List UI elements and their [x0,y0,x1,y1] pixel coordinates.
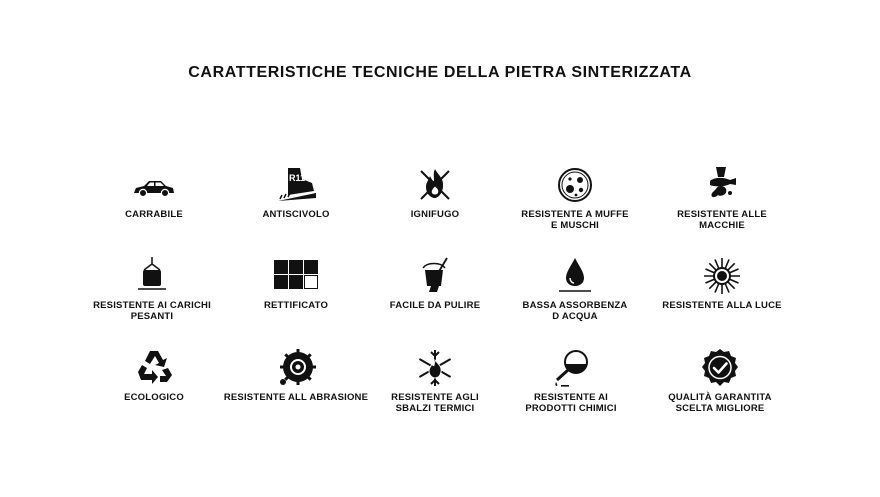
feature-label: BASSA ASSORBENZA D ACQUA [522,300,628,322]
feature-label: RESISTENTE ALLE MACCHIE [677,209,767,231]
feature-ecologico [79,348,229,403]
feature-label: RESISTENTE ALL ABRASIONE [223,392,369,403]
feature-label: RESISTENTE AI PRODOTTI CHIMICI [525,392,617,414]
feature-label: ANTISCIVOLO [262,209,330,220]
easy-clean-icon [413,256,457,296]
feature-label: RESISTENTE ALLA LUCE [662,300,782,311]
feature-pulire [360,256,510,311]
feature-label: RESISTENTE A MUFFE E MUSCHI [521,209,629,231]
feature-label: RETTIFICATO [263,300,329,311]
feature-assorbenza [500,256,650,322]
quality-badge-icon [698,348,742,388]
feature-label: ECOLOGICO [124,392,184,403]
feature-macchie [647,165,797,231]
feature-muffe [500,165,650,231]
page-title: CARATTERISTICHE TECNICHE DELLA PIETRA SINTERIZZATA [188,64,692,81]
feature-rettificato [221,256,371,311]
thermal-shock-icon [413,348,457,388]
feature-ignifugo [360,165,510,220]
rectified-tiles-icon [274,256,318,296]
feature-termici [360,348,510,414]
feature-label: IGNIFUGO [410,209,460,220]
fireproof-icon [413,165,457,205]
chemical-flask-icon [549,348,593,388]
feature-label: CARRABILE [125,209,183,220]
abrasion-disc-icon [274,348,318,388]
feature-label: RESISTENTE AI CARICHI PESANTI [93,300,211,322]
feature-abrasione [216,348,376,403]
feature-antiscivolo [221,165,371,220]
anti-slip-icon [274,165,318,205]
feature-carrabile [79,165,229,220]
anti-slip-badge: R11 [289,173,306,183]
heavy-load-icon [130,256,174,296]
water-drop-icon [553,256,597,296]
sun-icon [700,256,744,296]
mold-resistant-icon [553,165,597,205]
feature-chimici [496,348,646,414]
stain-resistant-icon [700,165,744,205]
feature-qualita [640,348,800,414]
feature-label: QUALITÀ GARANTITA SCELTA MIGLIORE [668,392,772,414]
recycle-icon [132,348,176,388]
feature-carichi [72,256,232,322]
car-icon [132,165,176,205]
feature-label: FACILE DA PULIRE [389,300,481,311]
feature-luce [647,256,797,311]
feature-label: RESISTENTE AGLI SBALZI TERMICI [391,392,479,414]
